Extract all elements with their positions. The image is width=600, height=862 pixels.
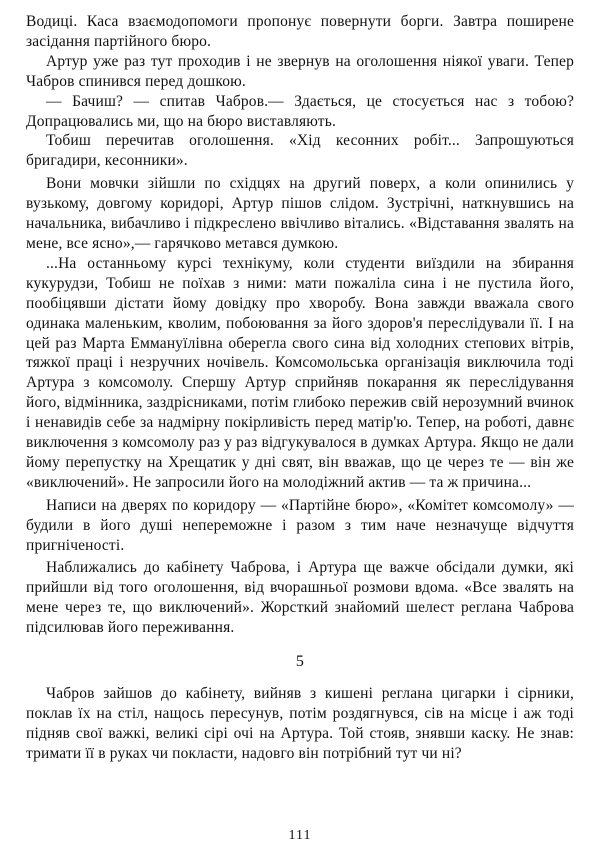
- paragraph: Артур уже раз тут проходив і не звернув на оголошення ніякої уваги. Тепер Чабров спинився перед дошкою.: [26, 52, 574, 90]
- paragraph: Водиці. Каса взаємодопомоги пропонує повернути борги. Завтра поширене засідання партійного бюро.: [26, 13, 574, 50]
- paragraph: Написи на дверях по коридору — «Партійне бюро», «Комітет комсомолу» — будили в його душі непереможне і разом з тим наче незначуще відчуття пригніченості.: [26, 496, 574, 554]
- paragraph: Наближались до кабінету Чаброва, і Артура ще важче обсідали думки, які прийшли від того оголошення, від вчорашньої розмови вдома. «Все звалять на мене через те, що виключений». Жорсткий знайомий шелест реглана Чаброва підсилював його переживання.: [26, 559, 574, 637]
- paragraph: Тобиш перечитав оголошення. «Хід кесонних робіт... Запрошуються бригадири, кесонники».: [26, 132, 574, 170]
- section-number: 5: [295, 653, 305, 671]
- paragraph: Чабров зайшов до кабінету, вийняв з кишені реглана цигарки і сірники, поклав їх на стіл, нащось пересунув, потім роздягнувся, сів на місце і аж тоді підняв свої важкі, великі сірі очі на Артура. Той стояв, знявши каску. Не знав: тримати її в руках чи покласти, надовго він потрібний тут чи ні?: [26, 685, 574, 762]
- page-body: [26, 12, 574, 764]
- paragraph: ...На останньому курсі технікуму, коли студенти виїздили на збирання кукурудзи, Тобиш не поїхав з ними: мати пожаліла сина і не пустила його, пообіцявши дістати йому довідку про хворобу. Вона завжди вважала свого одинака маленьким, кволим, побоювання за його здоров'я переслідували її. І на цей раз Марта Еммануїлівна оберегла свого сина від холодних степових вітрів, тяжкої праці і незручних ночівель. Комсомольська організація виключила тоді Артура з комсомолу. Спершу Артур сприйняв покарання як переслідування його, відмінника, заздрісниками, потім глибоко пережив свій нерозумний вчинок і ненавидів себе за надмірну покірливість перед матір'ю. Тепер, на роботі, давнє виключення з комсомолу раз у раз відгукувалося в думках Артура. Якщо не дали йому перепустку на Хрещатик у дні свят, він вважав, що це через те — він же «виключений». Не запросили його на молодіжний актив — та ж причина...: [26, 254, 574, 491]
- page-number: 111: [288, 828, 312, 843]
- paragraph: Вони мовчки зійшли по східцях на другий поверх, а коли опинились у вузькому, довгому коридорі, Артур пішов слідом. Зустрічні, наткнувшись на начальника, вибачливо і підкреслено ввічливо вітались. «Відставання звалять на мене, все ясно»,— гарячково метався думкою.: [26, 175, 574, 252]
- paragraph: — Бачиш? — спитав Чабров.— Здається, це стосується нас з тобою? Допрацювались ми, що на бюро виставляють.: [26, 92, 574, 130]
